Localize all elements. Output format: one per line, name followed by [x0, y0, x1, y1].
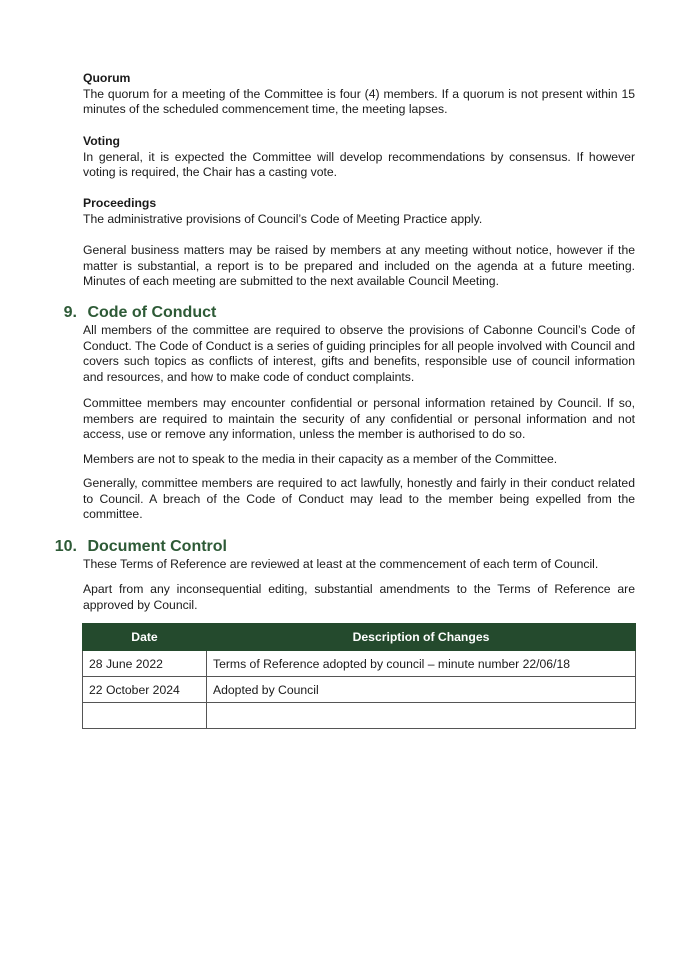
table-cell-date: 28 June 2022 [83, 651, 207, 677]
voting-heading: Voting [83, 134, 121, 148]
section-10-heading [52, 537, 227, 557]
proceedings-text-2: General business matters may be raised by members at any meeting without notice, however if the matter is substantial, a report is to be prepared and included on the agenda at a future meeting. Minutes of each meeting are submitted to the next available Council Meeting. [83, 243, 635, 288]
document-control-table [82, 623, 636, 729]
quorum-text: The quorum for a meeting of the Committee is four (4) members. If a quorum is not present within 15 minutes of the scheduled commencement time, the meeting lapses. [83, 86, 635, 116]
table-header-row [83, 624, 636, 651]
quorum-heading: Quorum [83, 71, 131, 85]
table-row [83, 651, 636, 677]
section-9-paragraph-1 [83, 323, 635, 385]
code-of-conduct-text-4: Generally, committee members are required to act lawfully, honestly and fairly in their conduct related to Council. A breach of the Code of Conduct may lead to the member being expelled from the committee. [83, 476, 635, 521]
code-of-conduct-text-3: Members are not to speak to the media in their capacity as a member of the Committee. [83, 452, 558, 466]
proceedings-general-business [83, 243, 635, 290]
table-header-description: Description of Changes [207, 624, 636, 651]
section-10-paragraph-2 [83, 582, 635, 613]
proceedings-heading: Proceedings [83, 196, 157, 210]
voting-section [83, 134, 635, 181]
table-row [83, 677, 636, 703]
table-cell-description [207, 703, 636, 729]
table-cell-description: Adopted by Council [207, 677, 636, 703]
proceedings-section [83, 196, 635, 227]
section-10-paragraph-1 [83, 557, 635, 573]
section-10-title: Document Control [87, 538, 227, 555]
section-9-paragraph-4 [83, 476, 635, 523]
code-of-conduct-text-2: Committee members may encounter confidential or personal information retained by Council. If so, members are required to maintain the security of any confidential or personal information and not access, use or remove any information, unless the member is authorised to do so. [83, 396, 635, 441]
document-control-text-1: These Terms of Reference are reviewed at least at the commencement of each term of Council. [83, 557, 599, 571]
section-9-number: 9. [63, 304, 77, 321]
document-control-text-2: Apart from any inconsequential editing, substantial amendments to the Terms of Reference are approved by Council. [83, 582, 635, 612]
table-cell-description: Terms of Reference adopted by council – minute number 22/06/18 [207, 651, 636, 677]
code-of-conduct-text-1: All members of the committee are required to observe the provisions of Cabonne Council’s Code of Conduct. The Code of Conduct is a series of guiding principles for all people involved with Council and covers such topics as conflicts of interest, gifts and benefits, responsible use of council information and resources, and how to make code of conduct complaints. [83, 323, 635, 384]
voting-text: In general, it is expected the Committee will develop recommendations by consensus. If however voting is required, the Chair has a casting vote. [83, 149, 635, 179]
table-header-date: Date [83, 624, 207, 651]
table-cell-date [83, 703, 207, 729]
table-row [83, 703, 636, 729]
section-9-heading [61, 303, 216, 323]
section-9-paragraph-3 [83, 452, 635, 468]
section-9-paragraph-2 [83, 396, 635, 443]
section-10-number: 10. [54, 538, 77, 555]
table-cell-date: 22 October 2024 [83, 677, 207, 703]
quorum-section [83, 71, 635, 118]
proceedings-text-1: The administrative provisions of Council’s Code of Meeting Practice apply. [83, 211, 483, 226]
section-9-title: Code of Conduct [87, 304, 217, 321]
